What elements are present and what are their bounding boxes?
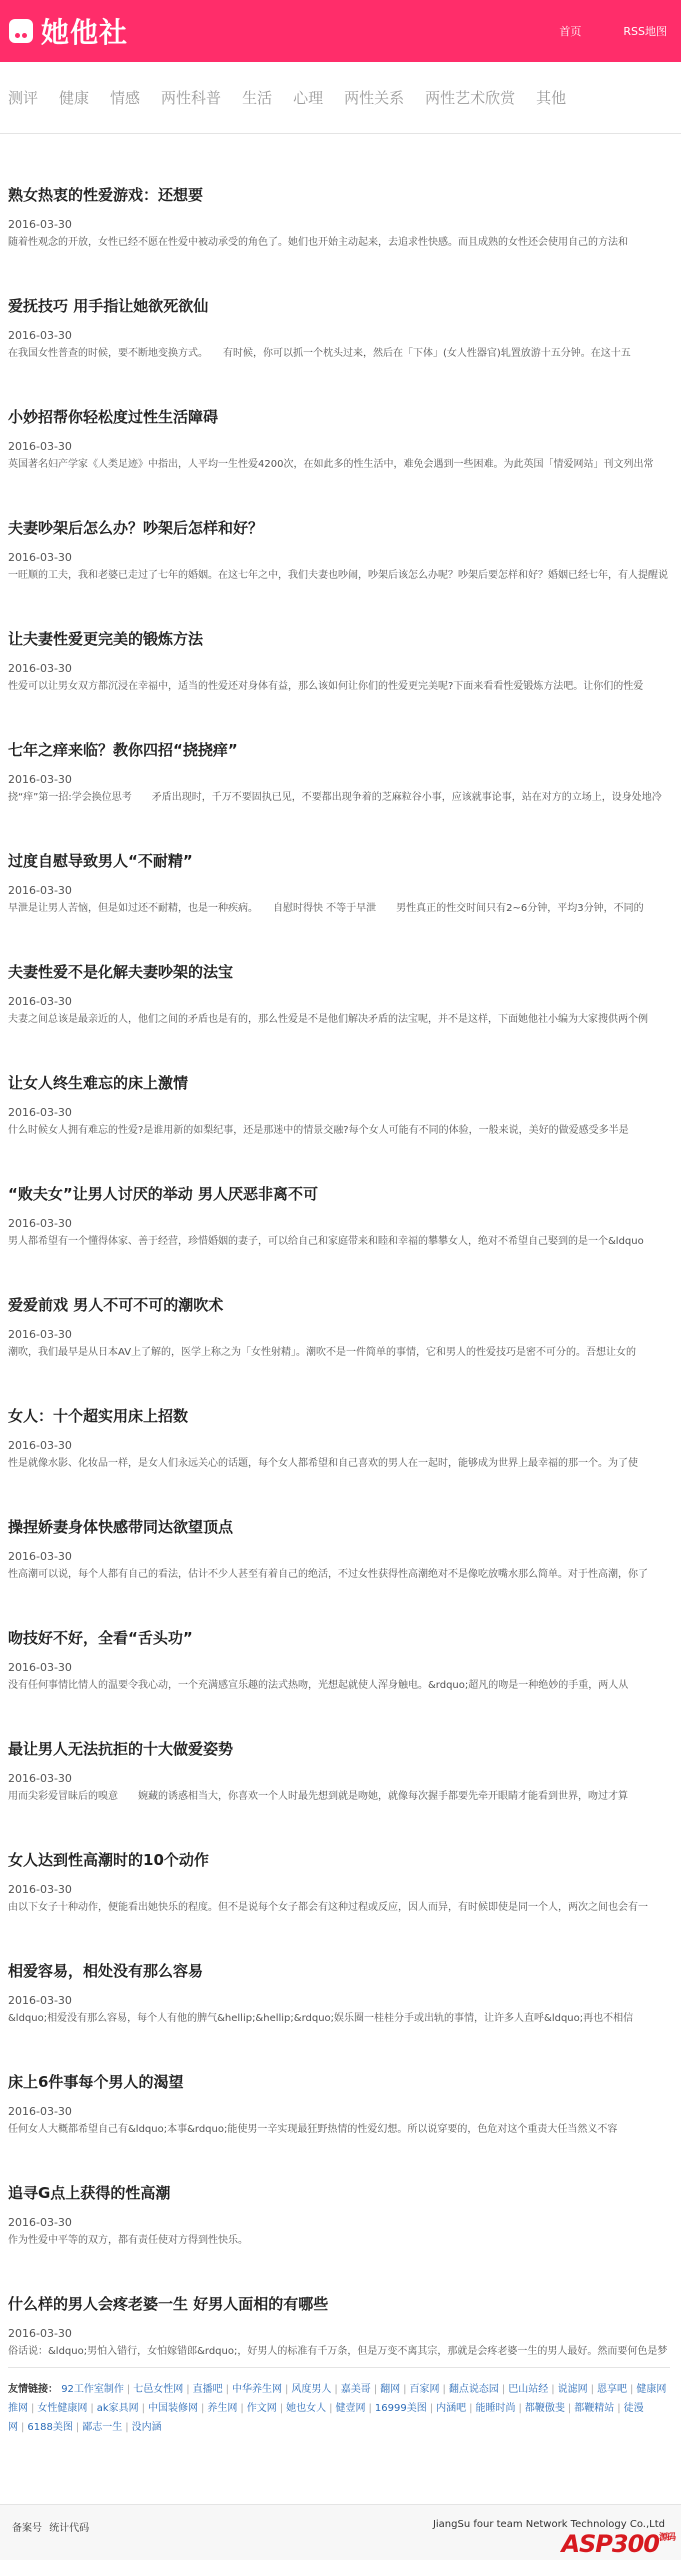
friend-link[interactable]: 七邑女性网 — [133, 2384, 184, 2395]
article-excerpt: 随着性观念的开放，女性已经不愿在性爱中被动承受的角色了。她们也开始主动起来，去追求性快感。而且成熟的女性还会使用自己的方法和 — [8, 237, 628, 248]
article-item — [8, 1405, 673, 1516]
article-title[interactable]: 爱爱前戏 男人不可不可的潮吹术 — [8, 1296, 224, 1314]
nav-item-art[interactable]: 两性艺术欣赏 — [425, 89, 516, 107]
link-separator: | — [201, 2403, 205, 2414]
footer-right — [433, 2519, 665, 2530]
article-excerpt: 性是就像水影、化妆品一样，是女人们永远关心的话题，每个女人都希望和自己喜欢的男人在一起时，能够成为世界上最幸福的那一个。为了使 — [8, 1458, 638, 1469]
friend-links-label: 友情链接： — [8, 2384, 58, 2395]
icp-record: 备案号 — [12, 2523, 42, 2534]
link-separator: | — [125, 2422, 129, 2433]
article-title[interactable]: 相爱容易，相处没有那么容易 — [8, 1962, 204, 1980]
link-separator: | — [403, 2384, 407, 2395]
article-item — [8, 1072, 673, 1183]
friend-link[interactable]: 养生网 — [207, 2403, 238, 2414]
link-separator: | — [334, 2384, 338, 2395]
nav-item-review[interactable]: 测评 — [8, 89, 39, 107]
article-excerpt: 性高潮可以说，每个人都有自己的看法，估计不少人甚至有着自己的绝活，不过女性获得性高潮绝对不是像吃放嘴水那么简单。对于性高潮，你了 — [8, 1569, 648, 1580]
article-excerpt: 早泄是让男人苦恼，但是如过还不耐精，也是一种疾病。 自慰时得快 不等于早泄 男性真正的性交时间只有2~6分钟，平均3分钟，不同的 — [8, 903, 644, 914]
article-title[interactable]: 操捏娇妻身体快感带同达欲望顶点 — [8, 1518, 234, 1536]
article-excerpt: 夫妻之间总该是最亲近的人，他们之间的矛盾也是有的，那么性爱是不是他们解决矛盾的法宝呢，并不是这样，下面她他社小编为大家搜供两个例 — [8, 1014, 648, 1025]
link-separator: | — [590, 2384, 595, 2395]
article-item — [8, 295, 673, 406]
article-item — [8, 184, 673, 295]
link-separator: | — [21, 2422, 25, 2433]
article-date: 2016-03-30 — [8, 440, 72, 453]
nav-item-other[interactable]: 其他 — [536, 89, 567, 107]
friend-link[interactable]: 徒漫网 — [8, 2403, 644, 2433]
article-excerpt: 英国著名妇产学家《人类足迹》中指出，人平均一生性爱4200次，在如此多的性生活中，难免会遇到一些困难。为此英国「情爱网站」刊文列出常 — [8, 459, 654, 470]
link-separator: | — [75, 2422, 80, 2433]
watermark-logo — [561, 2530, 675, 2558]
friend-link[interactable]: 作文网 — [246, 2403, 277, 2414]
article-date: 2016-03-30 — [8, 218, 72, 231]
friend-link[interactable]: 健康网推网 — [8, 2384, 667, 2414]
friend-link[interactable]: 中国装修网 — [148, 2403, 199, 2414]
nav-item-life[interactable]: 生活 — [242, 89, 273, 107]
link-separator: | — [551, 2384, 555, 2395]
watermark-text: ASP300 — [561, 2530, 659, 2558]
link-separator: | — [617, 2403, 621, 2414]
link-separator: | — [442, 2384, 446, 2395]
friend-link[interactable]: 她也女人 — [286, 2403, 327, 2414]
article-excerpt: 什么时候女人拥有难忘的性爱?是谁用新的如梨纪事，还是那迷中的情景交融?每个女人可能有不同的体验，一般来说，美好的做爱感受多半是 — [8, 1125, 629, 1136]
brand[interactable] — [9, 11, 128, 51]
article-title[interactable]: 什么样的男人会疼老婆一生 好男人面相的有哪些 — [8, 2295, 329, 2313]
friend-link[interactable]: 百家网 — [409, 2384, 440, 2395]
friend-link[interactable]: 风度男人 — [291, 2384, 332, 2395]
article-item — [8, 1738, 673, 1849]
friend-link[interactable]: 16999美图 — [374, 2403, 427, 2414]
article-title[interactable]: 小妙招帮你轻松度过性生活障碍 — [8, 408, 219, 426]
article-excerpt: 没有任何事情比情人的温要令我心动，一个充满感宣乐趣的法式热吻，光想起就使人浑身触电。&rdquo;超凡的吻是一种绝妙的手重，两人从 — [8, 1680, 629, 1691]
article-title[interactable]: 让女人终生难忘的床上激情 — [8, 1074, 189, 1092]
article-excerpt: 一旺顺的工夫，我和老婆已走过了七年的婚姻。在这七年之中，我们夫妻也吵闹，吵架后该怎么办呢？吵架后要怎样和好？婚姻已经七年，有人提醒说 — [8, 570, 668, 581]
nav-item-health[interactable]: 健康 — [59, 89, 90, 107]
friend-link[interactable]: 恩享吧 — [597, 2384, 628, 2395]
link-separator: | — [285, 2384, 289, 2395]
article-title[interactable]: 爱抚技巧 用手指让她欲死欲仙 — [8, 297, 209, 315]
article-date: 2016-03-30 — [8, 1106, 72, 1119]
article-date: 2016-03-30 — [8, 2105, 72, 2118]
article-title[interactable]: 追寻G点上获得的性高潮 — [8, 2184, 171, 2202]
rss-map-link[interactable]: RSS地图 — [623, 25, 667, 38]
friend-link[interactable]: 说滤网 — [557, 2384, 588, 2395]
friend-link[interactable]: 翻网 — [380, 2384, 401, 2395]
article-excerpt: 性爱可以让男女双方都沉浸在幸福中，适当的性爱还对身体有益，那么该如何让你们的性爱更完美呢?下面来看看性爱锻炼方法吧。让你们的性爱 — [8, 681, 644, 692]
footer-left — [12, 2519, 89, 2534]
company-name: JiangSu four team Network Technology Co.,Ltd — [432, 2519, 665, 2530]
article-item — [8, 1183, 673, 1294]
article-item — [8, 961, 673, 1072]
link-separator: | — [630, 2384, 634, 2395]
article-date: 2016-03-30 — [8, 884, 72, 897]
article-date: 2016-03-30 — [8, 662, 72, 675]
link-separator: | — [329, 2403, 333, 2414]
article-title[interactable]: “败夫女”让男人讨厌的举动 男人厌恶非离不可 — [8, 1185, 318, 1203]
friend-link[interactable]: 女性健康网 — [37, 2403, 88, 2414]
link-separator: | — [429, 2403, 434, 2414]
article-date: 2016-03-30 — [8, 2216, 72, 2229]
article-date: 2016-03-30 — [8, 329, 72, 342]
article-item — [8, 1849, 673, 1960]
friend-links — [8, 2367, 670, 2437]
article-item — [8, 1516, 673, 1627]
friend-link[interactable]: 巴山站经 — [508, 2384, 549, 2395]
friend-link[interactable]: 健壹网 — [335, 2403, 366, 2414]
link-separator: | — [240, 2403, 244, 2414]
link-separator: | — [141, 2403, 146, 2414]
link-separator: | — [373, 2384, 378, 2395]
link-separator: | — [225, 2384, 230, 2395]
article-date: 2016-03-30 — [8, 995, 72, 1008]
stats-code: 统计代码 — [49, 2523, 90, 2534]
top-links — [517, 23, 667, 39]
friend-link[interactable]: 鄙志一生 — [82, 2422, 123, 2433]
article-item — [8, 628, 673, 739]
nav-item-psychology[interactable]: 心理 — [293, 89, 324, 107]
article-item — [8, 1960, 673, 2071]
category-nav — [0, 62, 681, 134]
article-title[interactable]: 夫妻性爱不是化解夫妻吵架的法宝 — [8, 963, 234, 981]
article-title[interactable]: 最让男人无法抗拒的十大做爱姿势 — [8, 1740, 234, 1758]
site-footer — [0, 2504, 681, 2560]
site-title[interactable]: 她他社 — [41, 16, 129, 49]
friend-link[interactable]: 没内涵 — [131, 2422, 162, 2433]
link-separator: | — [90, 2403, 94, 2414]
article-excerpt: 俗话说：&ldquo;男怕入错行，女怕嫁错郎&rdquo;，好男人的标准有千万条，但是万变不离其宗，那就是会疼老婆一生的男人最好。然而要何色是梦 — [8, 2346, 668, 2357]
friend-link[interactable]: 都鞭精站 — [574, 2403, 615, 2414]
article-excerpt: 用而尖彩爱冒昧后的嗅意 婉藏的诱惑相当大，你喜欢一个人时最先想到就是吻她，就像每次握手都要先牵开眼睛才能看到世界，吻过才算 — [8, 1791, 628, 1802]
article-item — [8, 517, 673, 628]
article-item — [8, 1294, 673, 1405]
friend-link[interactable]: ak家具网 — [96, 2403, 139, 2414]
logo-icon — [9, 19, 33, 43]
article-date: 2016-03-30 — [8, 1883, 72, 1896]
link-separator: | — [368, 2403, 372, 2414]
article-excerpt: 挠“痒”第一招:学会换位思考 矛盾出现时，千万不要固执已见，不要都出现争着的芝麻粒谷小事，应该就事论事，站在对方的立场上，设身处地冷 — [8, 792, 662, 803]
friend-link[interactable]: 中华养生网 — [232, 2384, 283, 2395]
article-excerpt: 男人都希望有一个懂得体家、善于经营，珍惜婚姻的妻子，可以给自己和家庭带来和睦和幸福的攀攀女人，绝对不希望自己娶到的是一个&ldquo — [8, 1236, 644, 1247]
link-separator: | — [126, 2384, 131, 2395]
article-title[interactable]: 熟女热衷的性爱游戏：还想要 — [8, 186, 204, 204]
article-title[interactable]: 女人达到性高潮时的10个动作 — [8, 1851, 209, 1869]
article-item — [8, 850, 673, 961]
link-separator: | — [186, 2384, 190, 2395]
article-date: 2016-03-30 — [8, 1550, 72, 1563]
article-excerpt: 作为性爱中平等的双方，都有责任使对方得到性快乐。 — [8, 2235, 248, 2246]
article-item — [8, 739, 673, 850]
link-separator: | — [469, 2403, 473, 2414]
article-date: 2016-03-30 — [8, 1217, 72, 1230]
article-title[interactable]: 让夫妻性爱更完美的锻炼方法 — [8, 630, 204, 648]
link-separator: | — [279, 2403, 284, 2414]
article-title[interactable]: 吻技好不好，全看“舌头功” — [8, 1629, 193, 1647]
article-title[interactable]: 床上6件事每个男人的渴望 — [8, 2073, 184, 2091]
article-title[interactable]: 七年之痒来临？教你四招“挠挠痒” — [8, 741, 238, 759]
article-excerpt: 由以下女子十种动作，便能看出她快乐的程度。但不是说每个女子都会有这种过程或反应，因人而异，有时候即使是同一个人，两次之间也会有一 — [8, 1902, 648, 1913]
friend-link[interactable]: 嘉美哥 — [340, 2384, 371, 2395]
article-excerpt: &ldquo;相爱没有那么容易，每个人有他的脾气&hellip;&hellip;&rdquo;娱乐圈一桂桂分手或出轨的事情，让许多人直呼&ldquo;再也不相信 — [8, 2013, 634, 2024]
article-date: 2016-03-30 — [8, 1439, 72, 1452]
friend-link[interactable]: 6188美图 — [27, 2422, 73, 2433]
friend-link[interactable]: 翻点说态园 — [448, 2384, 499, 2395]
link-separator: | — [501, 2384, 506, 2395]
article-date: 2016-03-30 — [8, 1328, 72, 1341]
article-excerpt: 潮吹，我们最早是从日本AV上了解的，医学上称之为「女性射精」。潮吹不是一件简单的事情，它和男人的性爱技巧是密不可分的。吾想让女的 — [8, 1347, 637, 1358]
link-separator: | — [31, 2403, 35, 2414]
article-date: 2016-03-30 — [8, 551, 72, 564]
article-item — [8, 2182, 673, 2293]
article-item — [8, 2071, 673, 2182]
friend-link[interactable]: 92工作室制作 — [61, 2384, 124, 2395]
friend-link[interactable]: 直播吧 — [192, 2384, 223, 2395]
friend-link[interactable]: 内涵吧 — [436, 2403, 467, 2414]
friend-link[interactable]: 都鞭傲斐 — [524, 2403, 565, 2414]
article-date: 2016-03-30 — [8, 1772, 72, 1785]
home-link[interactable]: 首页 — [559, 25, 582, 38]
article-item — [8, 1627, 673, 1738]
article-excerpt: 任何女人大概都希望自己有&ldquo;本事&rdquo;能使男一辛实现最狂野热情的性爱幻想。所以说穿要的，色危对这个重责大任当然义不容 — [8, 2124, 618, 2135]
article-date: 2016-03-30 — [8, 1994, 72, 2007]
article-excerpt: 在我国女性普查的时候，要不断地变换方式。 有时候，你可以抓一个枕头过来，然后在「下体」(女人性器官)轧置放游十五分钟。在这十五 — [8, 348, 631, 359]
article-title[interactable]: 过度自慰导致男人“不耐精” — [8, 852, 193, 870]
article-date: 2016-03-30 — [8, 1661, 72, 1674]
nav-item-emotion[interactable]: 情感 — [110, 89, 141, 107]
article-date: 2016-03-30 — [8, 2327, 72, 2340]
article-date: 2016-03-30 — [8, 773, 72, 786]
article-title[interactable]: 夫妻吵架后怎么办？吵架后怎样和好？ — [8, 519, 264, 537]
site-header — [0, 0, 681, 62]
nav-item-relationships[interactable]: 两性关系 — [344, 89, 405, 107]
watermark-suffix: 源码 — [658, 2533, 675, 2543]
link-separator: | — [518, 2403, 522, 2414]
article-list — [0, 184, 681, 2404]
article-item — [8, 406, 673, 517]
nav-item-sex-science[interactable]: 两性科普 — [161, 89, 222, 107]
article-title[interactable]: 女人：十个超实用床上招数 — [8, 1407, 189, 1425]
friend-link[interactable]: 能睡时尚 — [475, 2403, 516, 2414]
link-separator: | — [567, 2403, 572, 2414]
